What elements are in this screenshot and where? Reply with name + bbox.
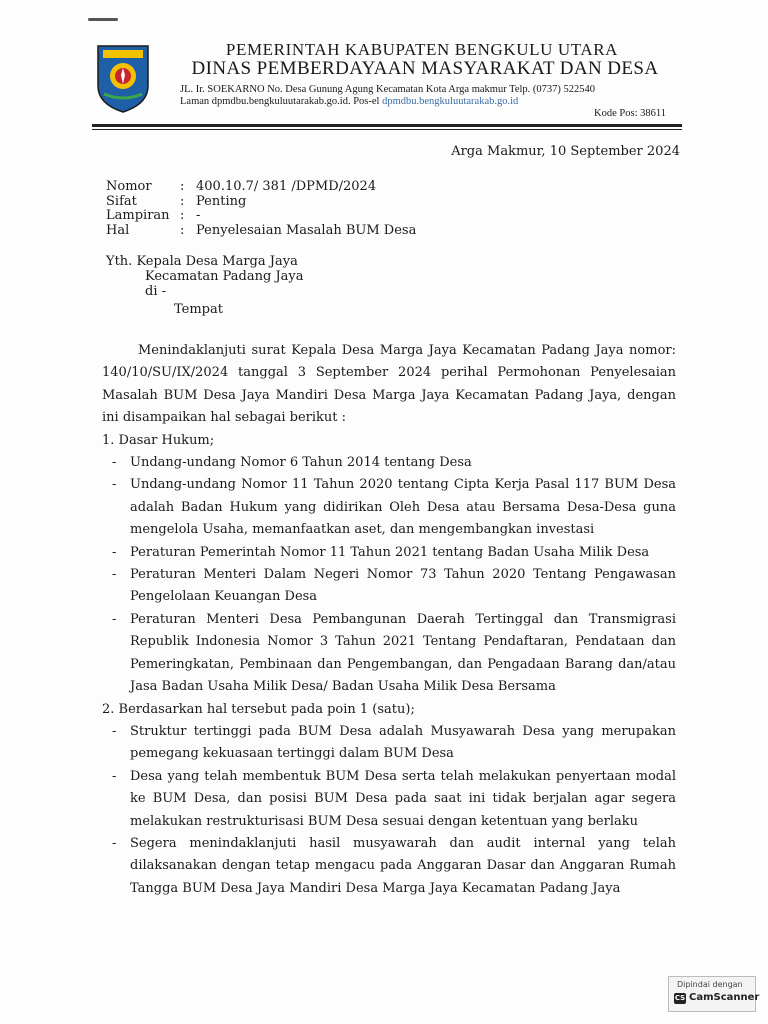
meta-row-sifat: Sifat : Penting (106, 193, 247, 209)
list-item-text: Undang-undang Nomor 11 Tahun 2020 tentang Cipta Kerja Pasal 117 BUM Desa adalah Badan Hukum yang didirikan Oleh Desa atau Bersama Desa-Desa guna mengelola Usaha, memanfaatkan aset, dan mengembangkan investasi (130, 477, 676, 538)
department-title: DINAS PEMBERDAYAAN MASYARAKAT DAN DESA (191, 58, 659, 79)
letter-body (102, 340, 676, 900)
list-item: - Peraturan Pemerintah Nomor 11 Tahun 2021 tentang Badan Usaha Milik Desa (102, 542, 676, 564)
meta-row-lampiran: Lampiran : - (106, 208, 201, 223)
addressee-line: Tempat (174, 302, 223, 317)
list-item: - Segera menindaklanjuti hasil musyawarah dan audit internal yang telah dilaksanakan dengan tetap mengacu pada Anggaran Dasar dan Anggaran Rumah Tangga BUM Desa Jaya Mandiri Desa Marga Jaya Kecamatan Padang Jaya (102, 833, 676, 900)
watermark-caption: Dipindai dengan (677, 980, 743, 989)
addressee-line: di - (145, 284, 167, 299)
camscanner-watermark (668, 976, 760, 1012)
scan-mark (88, 18, 118, 21)
letterhead-rule-thin (92, 129, 682, 130)
meta-row-nomor: Nomor : 400.10.7/ 381 /DPMD/2024 (106, 179, 377, 194)
meta-key: Sifat (106, 193, 137, 209)
website-text: Laman dpmdbu.bengkuluutarakab.go.id. Pos-el (180, 96, 383, 107)
meta-key: Hal (106, 222, 130, 238)
section-title: 2. Berdasarkan hal tersebut pada poin 1 (satu); (102, 701, 415, 717)
email-link[interactable]: dpmdbu.bengkuluutarakab.go.id (382, 96, 519, 107)
list-item-text: Desa yang telah membentuk BUM Desa serta telah melakukan penyertaan modal ke BUM Desa, dan posisi BUM Desa pada saat ini tidak berjalan agar segera melakukan restrukturisasi BUM Desa sesuai dengan ketentuan yang berlaku (130, 768, 676, 829)
meta-value: Penting (196, 193, 247, 209)
section-title: 1. Dasar Hukum; (102, 432, 215, 448)
meta-key: Lampiran (106, 208, 170, 223)
regency-logo-icon (94, 42, 152, 114)
list-item-text: Undang-undang Nomor 6 Tahun 2014 tentang Desa (130, 455, 472, 471)
list-item: - Desa yang telah membentuk BUM Desa serta telah melakukan penyertaan modal ke BUM Desa, dan posisi BUM Desa pada saat ini tidak berjalan agar segera melakukan restrukturisasi BUM Desa sesuai dengan ketentuan yang berlaku (102, 766, 676, 833)
list-item: - Struktur tertinggi pada BUM Desa adalah Musyawarah Desa yang merupakan pemegang kekuasaan tertinggi dalam BUM Desa (102, 721, 676, 766)
website-line (180, 96, 518, 107)
camscanner-icon: CS (674, 994, 686, 1002)
address-line: JL. Ir. SOEKARNO No. Desa Gunung Agung Kecamatan Kota Arga makmur Telp. (0737) 522540 (180, 84, 596, 95)
list-item: - Undang-undang Nomor 11 Tahun 2020 tentang Cipta Kerja Pasal 117 BUM Desa adalah Badan Hukum yang didirikan Oleh Desa atau Bersama Desa-Desa guna mengelola Usaha, memanfaatkan aset, dan mengembangkan investasi (102, 474, 676, 541)
intro-paragraph: Menindaklanjuti surat Kepala Desa Marga Jaya Kecamatan Padang Jaya nomor: 140/10/SU/IX/2024 tanggal 3 September 2024 perihal Permohonan Penyelesaian Masalah BUM Desa Jaya Mandiri Desa Marga Jaya Kecamatan Padang Jaya, dengan ini disampaikan hal sebagai berikut : (102, 343, 676, 426)
letterhead-rule (92, 124, 682, 127)
meta-value: Penyelesaian Masalah BUM Desa (196, 222, 417, 238)
addressee-line: Yth. Kepala Desa Marga Jaya (106, 254, 298, 269)
letter-date: Arga Makmur, 10 September 2024 (451, 144, 680, 159)
list-item-text: Struktur tertinggi pada BUM Desa adalah Musyawarah Desa yang merupakan pemegang kekuasaan tertinggi dalam BUM Desa (130, 723, 676, 762)
list-item-text: Peraturan Pemerintah Nomor 11 Tahun 2021 tentang Badan Usaha Milik Desa (130, 544, 650, 560)
meta-row-hal: Hal : Penyelesaian Masalah BUM Desa (106, 222, 417, 238)
meta-key: Nomor (106, 179, 152, 194)
list-item: - Peraturan Menteri Desa Pembangunan Daerah Tertinggal dan Transmigrasi Republik Indonesia Nomor 3 Tahun 2021 Tentang Pendaftaran, Pendataan dan Pemeringkatan, Pembinaan dan Pengembangan, dan Pengadaan Barang dan/atau Jasa Badan Usaha Milik Desa/ Badan Usaha Milik Desa Bersama (102, 609, 676, 699)
addressee-block (106, 254, 304, 317)
list-item-text: Segera menindaklanjuti hasil musyawarah dan audit internal yang telah dilaksanakan dengan tetap mengacu pada Anggaran Dasar dan Anggaran Rumah Tangga BUM Desa Jaya Mandiri Desa Marga Jaya Kecamatan Padang Jaya (130, 835, 676, 896)
meta-value: 400.10.7/ 381 /DPMD/2024 (196, 179, 377, 194)
list-item-text: Peraturan Menteri Desa Pembangunan Daerah Tertinggal dan Transmigrasi Republik Indonesia Nomor 3 Tahun 2021 Tentang Pendaftaran, Pendataan dan Pemeringkatan, Pembinaan dan Pengembangan, dan Pengadaan Barang dan/atau Jasa Badan Usaha Milik Desa/ Badan Usaha Milik Desa Bersama (130, 611, 676, 695)
list-item-text: Peraturan Menteri Dalam Negeri Nomor 73 Tahun 2020 Tentang Pengawasan Pengelolaan Keuangan Desa (130, 567, 676, 605)
meta-value: - (196, 208, 201, 223)
list-item: - Peraturan Menteri Dalam Negeri Nomor 73 Tahun 2020 Tentang Pengawasan Pengelolaan Keuangan Desa (102, 564, 676, 609)
addressee-line: Kecamatan Padang Jaya (145, 269, 304, 284)
letter-meta (106, 180, 416, 238)
government-title: PEMERINTAH KABUPATEN BENGKULU UTARA (225, 40, 619, 59)
list-item: - Undang-undang Nomor 6 Tahun 2014 tentang Desa (102, 452, 676, 474)
postal-code: Kode Pos: 38611 (594, 108, 666, 119)
watermark-brand: CamScanner (689, 992, 760, 1003)
